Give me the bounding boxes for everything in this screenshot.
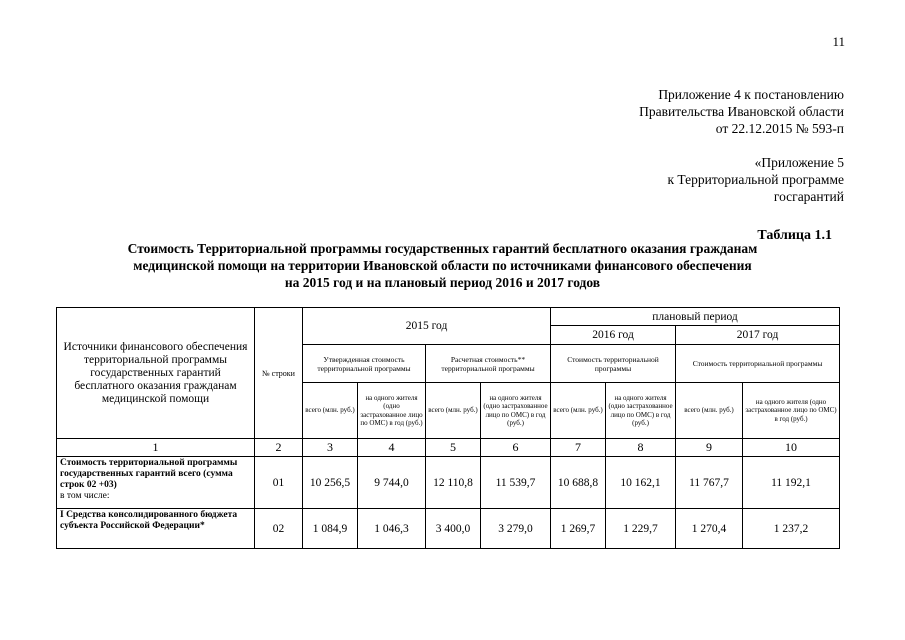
header-total: всего (млн. руб.) xyxy=(676,383,743,439)
table-label: Таблица 1.1 xyxy=(757,228,832,243)
value-cell: 3 279,0 xyxy=(481,509,551,549)
row-label-note: в том числе: xyxy=(60,491,110,501)
header-per-resident: на одного жителя (одно застрахованное лицо по ОМС) в год (руб.) xyxy=(481,383,551,439)
header-year-2015: 2015 год xyxy=(303,308,551,345)
value-cell: 12 110,8 xyxy=(426,457,481,509)
row-label xyxy=(57,457,255,509)
column-number: 5 xyxy=(426,439,481,457)
title-line: на 2015 год и на плановый период 2016 и 2017 годов xyxy=(284,275,601,290)
table-row xyxy=(57,457,840,509)
document-title xyxy=(60,240,825,291)
header-per-resident: на одного жителя (одно застрахованное лицо по ОМС) в год (руб.) xyxy=(606,383,676,439)
row-label-text: I Средства консолидированного бюджета субъекта Российской Федерации* xyxy=(60,510,238,531)
appendix-line: Правительства Ивановской области xyxy=(639,104,844,119)
header-cost-2016: Стоимость территориальной программы xyxy=(551,345,676,383)
column-number: 9 xyxy=(676,439,743,457)
value-cell: 10 688,8 xyxy=(551,457,606,509)
value-cell: 10 162,1 xyxy=(606,457,676,509)
title-line: Стоимость Территориальной программы государственных гарантий бесплатного оказания гражданам xyxy=(127,241,758,256)
table-row xyxy=(57,509,840,549)
row-number: 01 xyxy=(255,457,303,509)
page-number: 11 xyxy=(832,34,845,49)
value-cell: 11 767,7 xyxy=(676,457,743,509)
appendix-line: «Приложение 5 xyxy=(754,155,844,170)
value-cell: 1 046,3 xyxy=(358,509,426,549)
header-total: всего (млн. руб.) xyxy=(426,383,481,439)
header-year-2016: 2016 год xyxy=(551,326,676,345)
value-cell: 10 256,5 xyxy=(303,457,358,509)
value-cell: 1 237,2 xyxy=(743,509,840,549)
header-source: Источники финансового обеспечения территориальной программы государственных гарантий бесплатного оказания гражданам медицинской помощи xyxy=(57,308,255,439)
header-year-2017: 2017 год xyxy=(676,326,840,345)
column-number: 7 xyxy=(551,439,606,457)
header-per-resident: на одного жителя (одно застрахованное лицо по ОМС) в год (руб.) xyxy=(358,383,426,439)
header-total: всего (млн. руб.) xyxy=(303,383,358,439)
value-cell: 1 229,7 xyxy=(606,509,676,549)
value-cell: 3 400,0 xyxy=(426,509,481,549)
column-number: 1 xyxy=(57,439,255,457)
value-cell: 1 084,9 xyxy=(303,509,358,549)
header-approved-cost: Утвержденная стоимость территориальной программы xyxy=(303,345,426,383)
cost-table xyxy=(56,307,840,549)
header-row-number: № строки xyxy=(255,308,303,439)
value-cell: 9 744,0 xyxy=(358,457,426,509)
appendix-reference xyxy=(639,86,844,137)
column-number: 4 xyxy=(358,439,426,457)
row-label xyxy=(57,509,255,549)
value-cell: 11 192,1 xyxy=(743,457,840,509)
column-number: 8 xyxy=(606,439,676,457)
appendix-line: к Территориальной программе xyxy=(667,172,844,187)
value-cell: 1 269,7 xyxy=(551,509,606,549)
appendix-line: Приложение 4 к постановлению xyxy=(658,87,844,102)
header-cost-2017: Стоимость территориальной программы xyxy=(676,345,840,383)
column-number-row xyxy=(57,439,840,457)
header-planned-period: плановый период xyxy=(551,308,840,326)
prior-appendix-reference xyxy=(668,154,845,205)
column-number: 2 xyxy=(255,439,303,457)
column-number: 6 xyxy=(481,439,551,457)
header-per-resident: на одного жителя (одно застрахованное лицо по ОМС) в год (руб.) xyxy=(743,383,840,439)
column-number: 3 xyxy=(303,439,358,457)
row-label-text: Стоимость территориальной программы государственных гарантий всего (сумма строк 02 +03) xyxy=(60,458,238,490)
header-total: всего (млн. руб.) xyxy=(551,383,606,439)
appendix-line: от 22.12.2015 № 593-п xyxy=(715,121,844,136)
appendix-line: госгарантий xyxy=(773,189,844,204)
column-number: 10 xyxy=(743,439,840,457)
value-cell: 1 270,4 xyxy=(676,509,743,549)
header-calculated-cost: Расчетная стоимость** территориальной программы xyxy=(426,345,551,383)
title-line: медицинской помощи на территории Ивановской области по источниками финансового обеспечения xyxy=(133,258,752,273)
row-number: 02 xyxy=(255,509,303,549)
value-cell: 11 539,7 xyxy=(481,457,551,509)
